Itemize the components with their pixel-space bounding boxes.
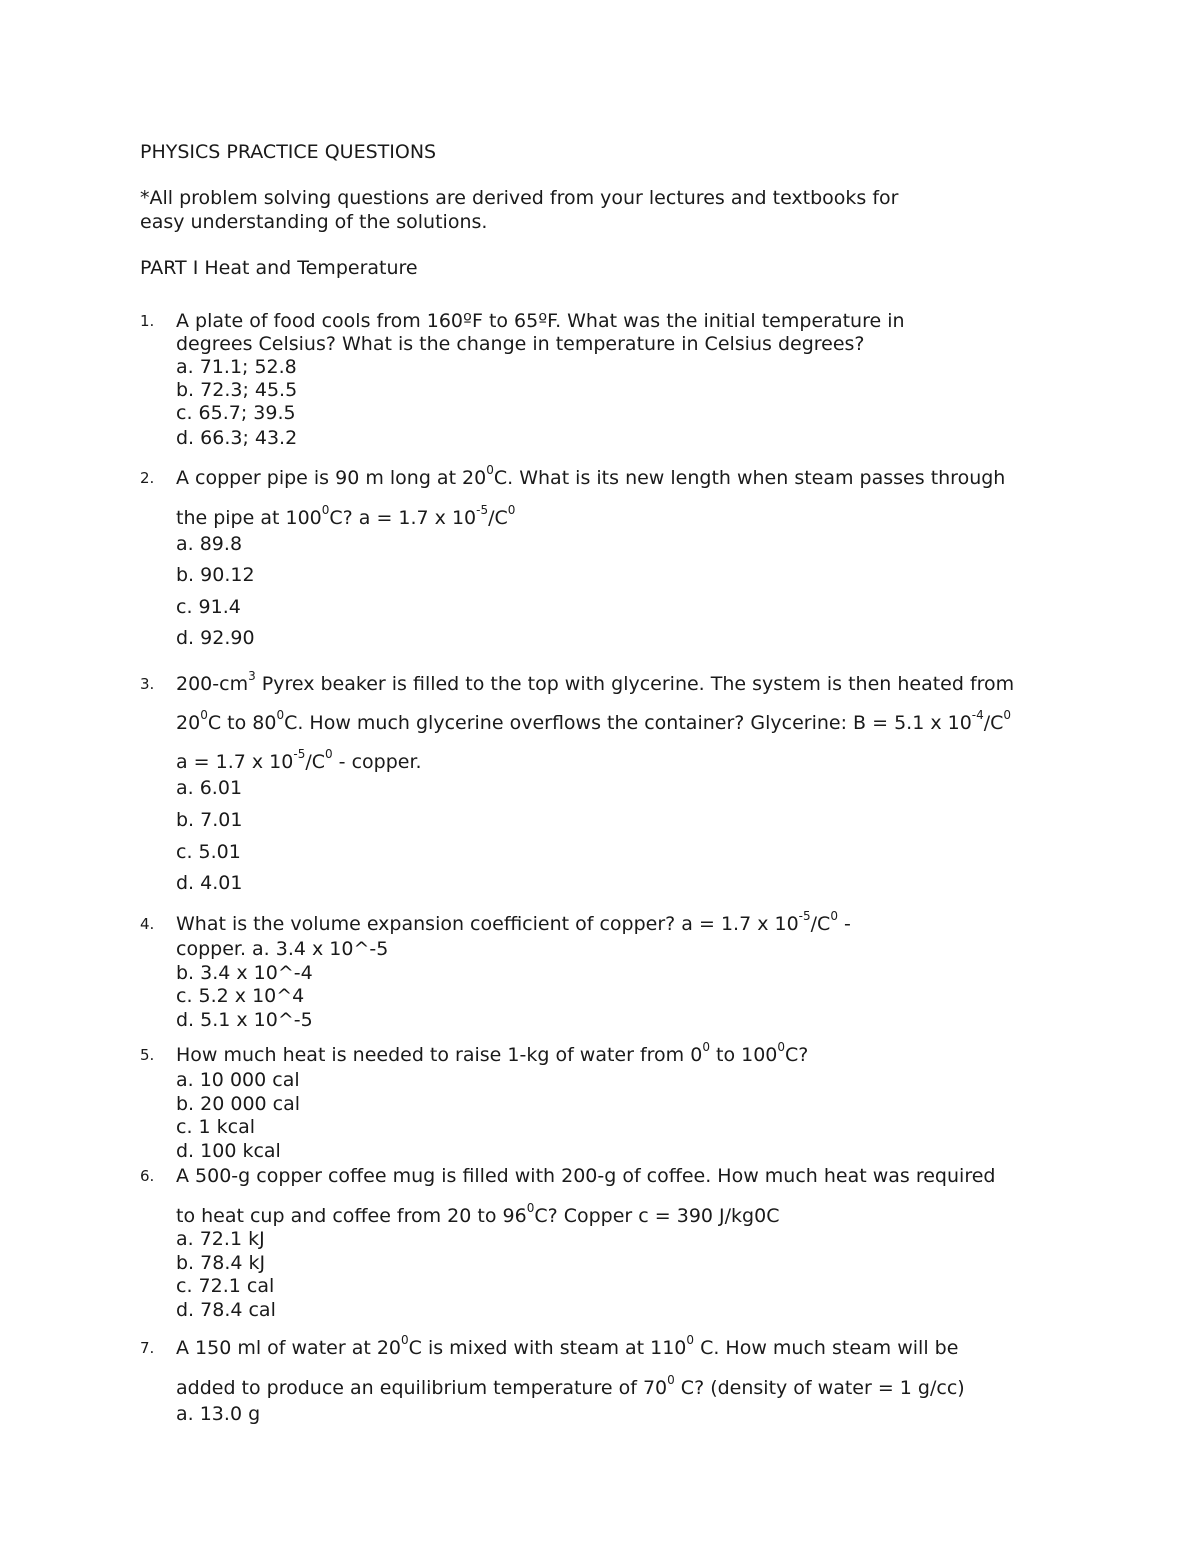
question-4-option-d: d. 5.1 x 10^-5 xyxy=(176,1009,313,1031)
question-6-option-b: b. 78.4 kJ xyxy=(176,1252,266,1274)
question-6-line-1: A 500-g copper coffee mug is filled with 200-g of coffee. How much heat was required xyxy=(176,1165,996,1187)
question-1-line-1: A plate of food cools from 160ºF to 65ºF. What was the initial temperature in xyxy=(176,310,905,332)
question-3-line-3: a = 1.7 x $10^{-5}/C^0$ - copper. xyxy=(176,746,422,773)
question-6-option-c: c. 72.1 cal xyxy=(176,1275,275,1297)
intro-line-2: easy understanding of the solutions. xyxy=(140,211,488,233)
question-2-option-b: b. 90.12 xyxy=(176,564,255,586)
question-5-option-b: b. 20 000 cal xyxy=(176,1093,301,1115)
question-4-line-1: What is the volume expansion coefficient of copper? a = 1.7 x $10^{-5}/C^0$ - xyxy=(176,908,851,935)
question-5-option-d: d. 100 kcal xyxy=(176,1140,281,1162)
page-title: PHYSICS PRACTICE QUESTIONS xyxy=(140,141,437,163)
question-4-line-2: copper. a. 3.4 x 10^-5 xyxy=(176,938,389,960)
question-6-option-d: d. 78.4 cal xyxy=(176,1299,276,1321)
question-2-number: 2. xyxy=(140,469,155,487)
question-7-number: 7. xyxy=(140,1339,155,1357)
question-1-option-c: c. 65.7; 39.5 xyxy=(176,402,296,424)
question-1-option-b: b. 72.3; 45.5 xyxy=(176,379,298,401)
question-2-option-c: c. 91.4 xyxy=(176,596,241,618)
question-3-option-d: d. 4.01 xyxy=(176,872,243,894)
question-3-number: 3. xyxy=(140,675,155,693)
question-3-option-c: c. 5.01 xyxy=(176,841,241,863)
question-1-line-2: degrees Celsius? What is the change in temperature in Celsius degrees? xyxy=(176,333,865,355)
question-4-option-c: c. 5.2 x 10^4 xyxy=(176,985,305,1007)
question-2-option-a: a. 89.8 xyxy=(176,533,243,555)
question-2-line-2: the pipe at $100^0C$? a = 1.7 x $10^{-5}/C^0$ xyxy=(176,502,516,529)
question-6-number: 6. xyxy=(140,1167,155,1185)
question-4-option-b: b. 3.4 x 10^-4 xyxy=(176,962,313,984)
question-5-line-1: How much heat is needed to raise 1-kg of water from $0^0$ to $100^0C$? xyxy=(176,1039,809,1066)
question-3-option-a: a. 6.01 xyxy=(176,777,243,799)
question-3-line-2: $20^0C$ to $80^0C$. How much glycerine overflows the container? Glycerine: B = 5.1 x $10^{-4}/C^0$ xyxy=(176,707,1012,734)
question-6-line-2: to heat cup and coffee from 20 to $96^0C$? Copper c = 390 J/kg0C xyxy=(176,1200,780,1227)
question-5-option-c: c. 1 kcal xyxy=(176,1116,256,1138)
question-3-option-b: b. 7.01 xyxy=(176,809,243,831)
question-6-option-a: a. 72.1 kJ xyxy=(176,1228,265,1250)
question-5-number: 5. xyxy=(140,1046,155,1064)
question-7-line-1: A 150 ml of water at $20^0C$ is mixed with steam at $110^0$ C. How much steam will be xyxy=(176,1332,959,1359)
question-4-number: 4. xyxy=(140,915,155,933)
question-7-line-2: added to produce an equilibrium temperature of $70^0$ C? (density of water = 1 g/cc) xyxy=(176,1372,965,1399)
question-1-option-d: d. 66.3; 43.2 xyxy=(176,427,298,449)
question-1-number: 1. xyxy=(140,312,155,330)
question-1-option-a: a. 71.1; 52.8 xyxy=(176,356,297,378)
question-5-option-a: a. 10 000 cal xyxy=(176,1069,300,1091)
intro-line-1: *All problem solving questions are derived from your lectures and textbooks for xyxy=(140,187,899,209)
part-heading: PART I Heat and Temperature xyxy=(140,257,418,279)
question-2-option-d: d. 92.90 xyxy=(176,627,255,649)
question-3-line-1: $200-cm^3$ Pyrex beaker is filled to the top with glycerine. The system is then heated from xyxy=(176,668,1015,695)
question-2-line-1: A copper pipe is 90 m long at $20^0C$. What is its new length when steam passes through xyxy=(176,462,1006,489)
question-7-option-a: a. 13.0 g xyxy=(176,1403,261,1425)
